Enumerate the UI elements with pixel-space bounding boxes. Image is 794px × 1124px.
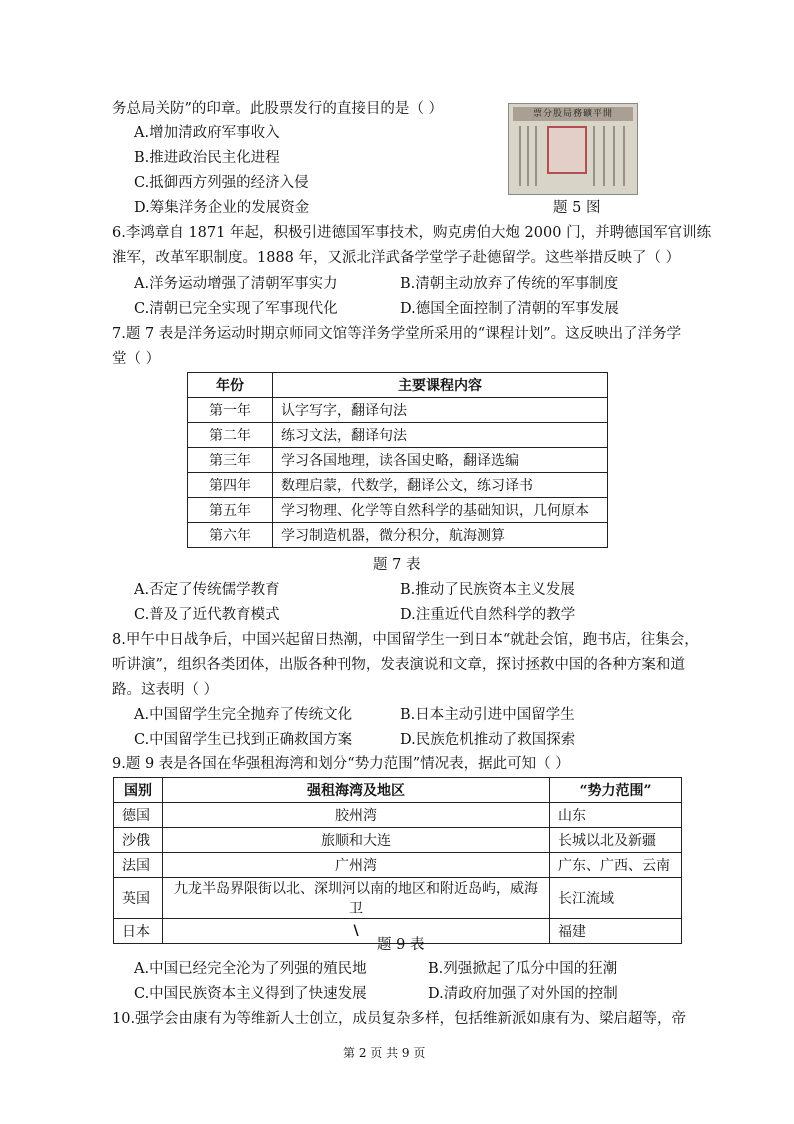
table-row	[188, 498, 608, 523]
table-cell: 数理启蒙，代数学，翻译公文，练习译书	[273, 473, 608, 498]
table-cell: 福建	[550, 919, 682, 944]
table-row	[114, 853, 682, 878]
stock-text-column	[519, 126, 521, 186]
stock-text-column	[613, 126, 615, 186]
table-cell: 广东、广西、云南	[550, 853, 682, 878]
q8-stem-line1: 8.甲午中日战争后，中国兴起留日热潮，中国留学生一到日本“就赴会馆，跑书店，往集会，	[112, 632, 699, 648]
table-row	[188, 398, 608, 423]
table-cell: 第五年	[188, 498, 273, 523]
table-cell: 长江流域	[550, 878, 682, 919]
q5-option-c: C.抵御西方列强的经济入侵	[134, 175, 309, 191]
table-cell: 第六年	[188, 523, 273, 548]
table-cell: 学习各国地理，读各国史略，翻译选编	[273, 448, 608, 473]
q7-table	[187, 372, 608, 548]
q6-option-d: D.德国全面控制了清朝的军事发展	[400, 301, 619, 317]
table-header: 年份	[188, 373, 273, 398]
stock-certificate-image	[508, 103, 638, 195]
table-row	[188, 423, 608, 448]
table-cell: 练习文法，翻译句法	[273, 423, 608, 448]
stock-seal	[547, 126, 587, 174]
table-header: 国别	[114, 778, 163, 803]
q5-option-b: B.推进政治民主化进程	[134, 150, 280, 166]
stock-text-column	[593, 126, 595, 186]
table-cell: 第一年	[188, 398, 273, 423]
page-footer: 第 2 页 共 9 页	[343, 1046, 426, 1060]
table-header: 主要课程内容	[273, 373, 608, 398]
q8-stem-line3: 路。这表明（ ）	[112, 682, 219, 698]
q7-stem-line1: 7.题 7 表是洋务运动时期京师同文馆等洋务学堂所采用的“课程计划”。这反映出了洋务学	[112, 326, 682, 342]
q8-option-b: B.日本主动引进中国留学生	[400, 707, 575, 723]
stock-text-column	[527, 126, 529, 186]
q9-option-d: D.清政府加强了对外国的控制	[428, 986, 618, 1002]
q7-table-caption: 题 7 表	[373, 557, 421, 573]
q6-stem-line1: 6.李鸿章自 1871 年起，积极引进德国军事技术，购克虏伯大炮 2000 门，并聘德国军官训练	[112, 225, 712, 241]
table-cell: 长城以北及新疆	[550, 828, 682, 853]
q8-stem-line2: 听讲演”，组织各类团体，出版各种刊物，发表演说和文章，探讨拯救中国的各种方案和道	[112, 657, 685, 673]
q7-option-a: A.否定了传统儒学教育	[134, 582, 280, 598]
q9-option-c: C.中国民族资本主义得到了快速发展	[134, 986, 367, 1002]
q6-option-a: A.洋务运动增强了清朝军事实力	[134, 276, 338, 292]
q7-stem-line2: 堂（ ）	[112, 351, 161, 367]
q9-option-b: B.列强掀起了瓜分中国的狂潮	[428, 961, 618, 977]
table-cell: \	[163, 919, 550, 944]
table-cell: 英国	[114, 878, 163, 919]
table-cell: 学习物理、化学等自然科学的基础知识，几何原本	[273, 498, 608, 523]
q5-option-a: A.增加清政府军事收入	[134, 125, 280, 141]
table-cell: 胶州湾	[163, 803, 550, 828]
q7-option-d: D.注重近代自然科学的教学	[400, 607, 576, 623]
q6-stem-line2: 淮军，改革军职制度。1888 年，又派北洋武备学堂学子赴德留学。这些举措反映了（ ）	[112, 250, 681, 266]
q6-option-b: B.清朝主动放弃了传统的军事制度	[400, 276, 619, 292]
q8-option-a: A.中国留学生完全抛弃了传统文化	[134, 707, 353, 723]
q8-option-c: C.中国留学生已找到正确救国方案	[134, 732, 353, 748]
table-cell: 德国	[114, 803, 163, 828]
table-row	[114, 828, 682, 853]
table-cell: 第三年	[188, 448, 273, 473]
q8-option-d: D.民族危机推动了救国探索	[400, 732, 576, 748]
table-row	[114, 803, 682, 828]
table-row	[114, 878, 682, 919]
table-cell: 旅顺和大连	[163, 828, 550, 853]
table-cell: 沙俄	[114, 828, 163, 853]
table-row	[188, 523, 608, 548]
table-cell: 第二年	[188, 423, 273, 448]
table-cell: 九龙半岛界限街以北、深圳河以南的地区和附近岛屿，威海卫	[163, 878, 550, 919]
q5-stem: 务总局关防”的印章。此股票发行的直接目的是（ ）	[112, 101, 444, 117]
stock-image-header: 票分股局務礦平開	[513, 107, 633, 121]
table-header: “势力范围”	[550, 778, 682, 803]
q7-option-b: B.推动了民族资本主义发展	[400, 582, 575, 598]
table-cell: 山东	[550, 803, 682, 828]
table-cell: 第四年	[188, 473, 273, 498]
table-row	[188, 448, 608, 473]
table-cell: 学习制造机器，微分积分，航海测算	[273, 523, 608, 548]
table-cell: 广州湾	[163, 853, 550, 878]
q10-stem-line1: 10.强学会由康有为等维新人士创立，成员复杂多样，包括维新派如康有为、梁启超等，帝	[112, 1011, 687, 1027]
q5-option-d: D.筹集洋务企业的发展资金	[134, 200, 310, 216]
table-row	[188, 473, 608, 498]
table-header-row	[114, 778, 682, 803]
table-header: 强租海湾及地区	[163, 778, 550, 803]
q5-figure-caption: 题 5 图	[553, 200, 601, 216]
q9-table	[113, 777, 682, 944]
table-cell: 日本	[114, 919, 163, 944]
stock-text-column	[535, 126, 537, 186]
stock-text-column	[623, 126, 625, 186]
q7-option-c: C.普及了近代教育模式	[134, 607, 280, 623]
table-cell: 法国	[114, 853, 163, 878]
q9-stem: 9.题 9 表是各国在华强租海湾和划分“势力范围”情况表，据此可知（ ）	[112, 756, 570, 772]
table-cell: 认字写字，翻译句法	[273, 398, 608, 423]
q9-option-a: A.中国已经完全沦为了列强的殖民地	[134, 961, 367, 977]
table-header-row	[188, 373, 608, 398]
q9-table-caption: 题 9 表	[377, 937, 425, 953]
q6-option-c: C.清朝已完全实现了军事现代化	[134, 301, 338, 317]
stock-text-column	[603, 126, 605, 186]
